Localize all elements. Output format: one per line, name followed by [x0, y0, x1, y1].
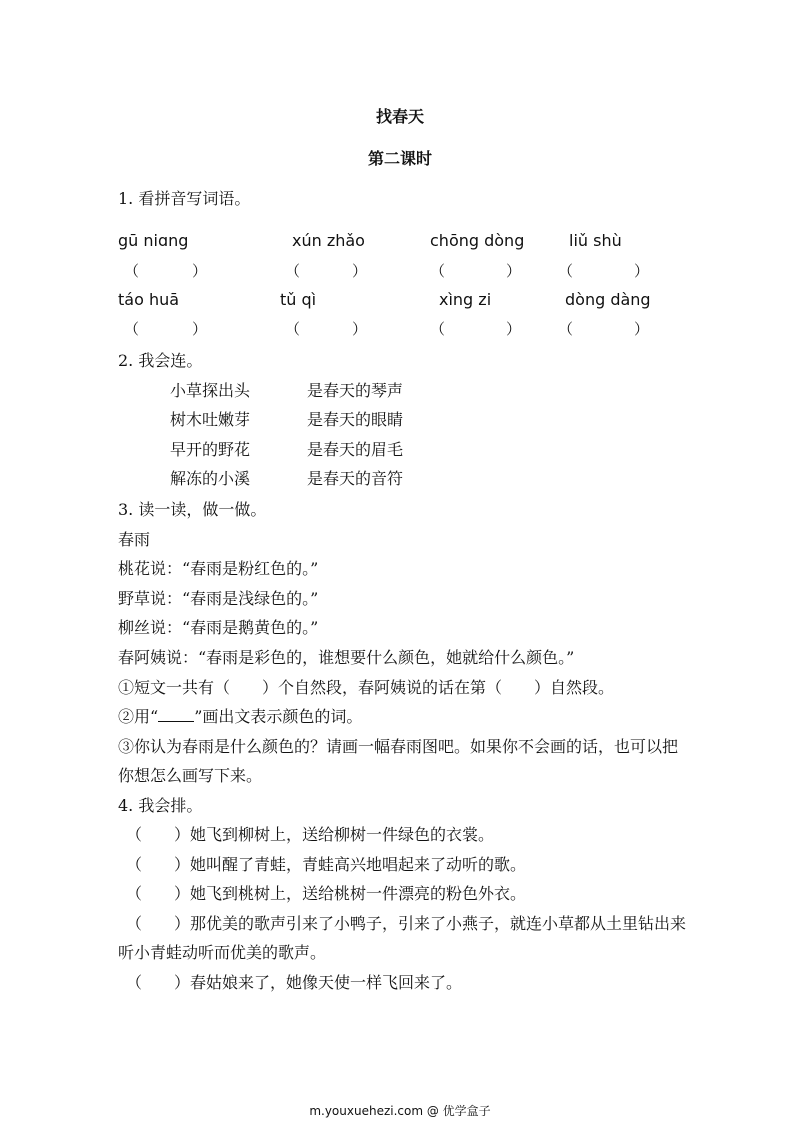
pinyin-1: gū niɑng [118, 231, 189, 250]
match-right-1: 是春天的琴声 [307, 381, 404, 400]
q3-sub2-start: ②用“ [118, 707, 159, 726]
match-right-2: 是春天的眼睛 [307, 410, 404, 429]
blank-5-close: ） [192, 320, 208, 338]
pinyin-3: chōng dòng [430, 231, 525, 250]
pinyin-6: tǔ qì [280, 290, 317, 309]
blank-2-open: （ [285, 262, 301, 280]
match-right-4: 是春天的音符 [307, 469, 404, 488]
order-item-4: （ ）那优美的歌声引来了小鸭子，引来了小燕子，就连小草都从土里钻出来 [126, 914, 687, 933]
blank-2-close: ） [352, 262, 368, 280]
q2-heading: 2. 我会连。 [118, 351, 203, 370]
blank-8-open: （ [558, 320, 574, 338]
passage-line-3: 柳丝说：“春雨是鹅黄色的。” [118, 618, 319, 637]
passage-line-4: 春阿姨说：“春雨是彩色的，谁想要什么颜色，她就给什么颜色。” [118, 648, 575, 667]
underline-blank [158, 709, 194, 722]
order-item-1: （ ）她飞到柳树上，送给柳树一件绿色的衣裳。 [126, 825, 495, 844]
blank-7-open: （ [430, 320, 446, 338]
blank-5-open: （ [124, 320, 140, 338]
blank-7-close: ） [506, 320, 522, 338]
page-title: 找春天 [375, 107, 424, 126]
order-item-3: （ ）她飞到桃树上，送给桃树一件漂亮的粉色外衣。 [126, 884, 527, 903]
order-item-4-continued: 听小青蛙动听而优美的歌声。 [118, 943, 327, 962]
q3-sub1: ①短文一共有（ ）个自然段，春阿姨说的话在第（ ）自然段。 [118, 678, 615, 697]
passage-line-1: 桃花说：“春雨是粉红色的。” [118, 559, 319, 578]
blank-1-open: （ [124, 262, 140, 280]
q3-heading: 3. 读一读，做一做。 [118, 500, 267, 519]
q3-sub2-end: ”画出文表示颜色的词。 [194, 707, 363, 726]
blank-4-close: ） [634, 262, 650, 280]
blank-4-open: （ [558, 262, 574, 280]
passage-line-2: 野草说：“春雨是浅绿色的。” [118, 589, 319, 608]
q1-heading: 1. 看拼音写词语。 [118, 189, 251, 208]
match-left-3: 早开的野花 [170, 440, 251, 459]
match-left-1: 小草探出头 [170, 381, 251, 400]
blank-1-close: ） [192, 262, 208, 280]
match-right-3: 是春天的眉毛 [307, 440, 404, 459]
q4-heading: 4. 我会排。 [118, 796, 203, 815]
q3-sub2 [118, 704, 362, 727]
blank-6-close: ） [352, 320, 368, 338]
pinyin-7: xìng zi [439, 290, 492, 309]
footer-watermark: m.youxuehezi.com @ 优学盒子 [309, 1104, 491, 1118]
page-subtitle: 第二课时 [367, 149, 432, 168]
pinyin-2: xún zhǎo [292, 231, 365, 250]
q3-sub3-line1: ③你认为春雨是什么颜色的？请画一幅春雨图吧。如果你不会画的话，也可以把 [118, 737, 679, 756]
order-item-5: （ ）春姑娘来了，她像天使一样飞回来了。 [126, 973, 463, 992]
blank-3-open: （ [430, 262, 446, 280]
passage-title: 春雨 [118, 530, 151, 549]
match-left-4: 解冻的小溪 [170, 469, 251, 488]
blank-8-close: ） [634, 320, 650, 338]
order-item-2: （ ）她叫醒了青蛙，青蛙高兴地唱起来了动听的歌。 [126, 855, 527, 874]
pinyin-4: liǔ shù [569, 231, 622, 250]
q3-sub3-line2: 你想怎么画写下来。 [118, 766, 263, 785]
blank-3-close: ） [506, 262, 522, 280]
match-left-2: 树木吐嫩芽 [170, 410, 251, 429]
pinyin-8: dòng dàng [565, 290, 651, 309]
blank-6-open: （ [285, 320, 301, 338]
pinyin-5: táo huā [118, 290, 180, 309]
